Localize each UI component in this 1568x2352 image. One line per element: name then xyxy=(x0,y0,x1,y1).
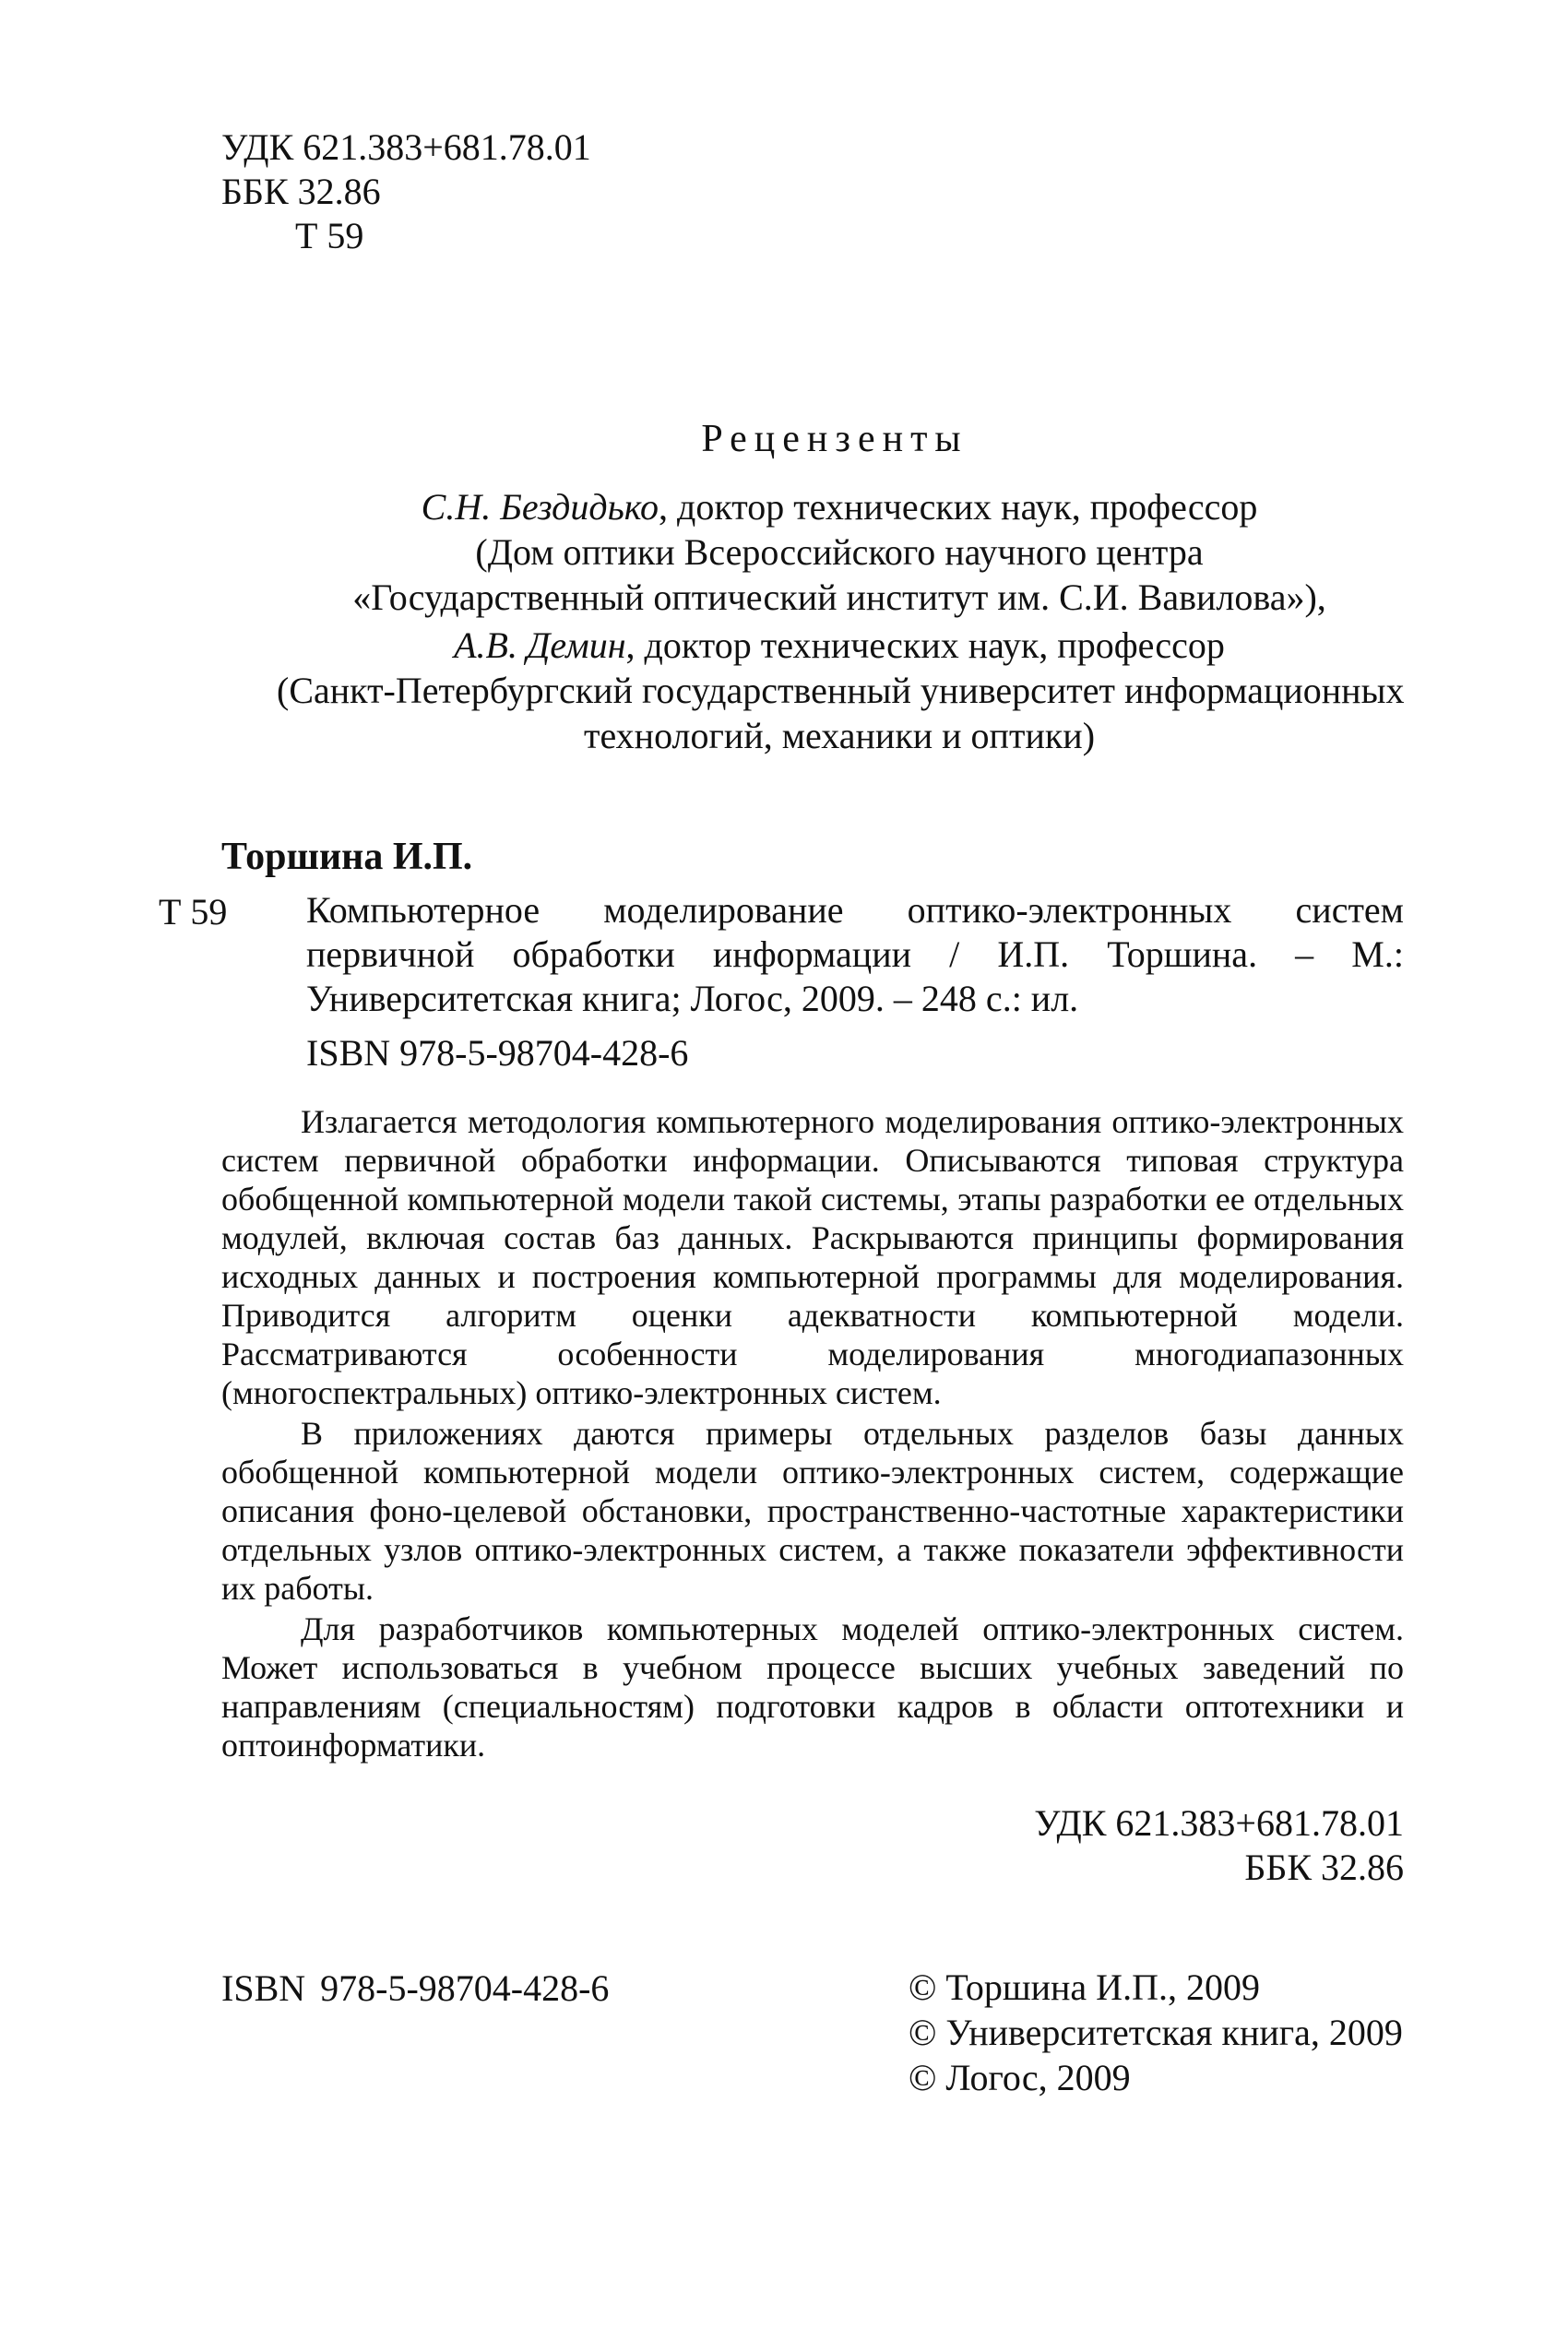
bottom-classification xyxy=(922,1801,1404,1890)
annotation-paragraph: Излагается методология компьютерного моделирования оптико-электронных систем первичной обработки информации. Описываются типовая структура обобщенной компьютерной модели такой системы, этапы разработки ее отдельных модулей, включая состав баз данных. Раскрываются принципы формирования исходных данных и построения компьютерной программы для моделирования. Приводится алгоритм оценки адекватности компьютерной модели. Рассматриваются особенности моделирования многодиапазонных (многоспектральных) оптико-электронных систем. xyxy=(221,1103,1404,1411)
bibliographic-description: Компьютерное моделирование оптико-электронных систем первичной обработки информации / И.П. Торшина. – М.: Университетская книга; Логос, 2009. – 248 с.: ил. xyxy=(306,889,1404,1019)
reviewer-affiliation: технологий, механики и оптики) xyxy=(583,715,1096,756)
author-mark: Т 59 xyxy=(295,215,364,256)
reviewer-title: , доктор технических наук, профессор xyxy=(658,486,1258,528)
reviewer-affiliation: (Санкт-Петербургский государственный университет информационных xyxy=(277,670,1405,711)
copyright-line: © Университетская книга, 2009 xyxy=(909,2012,1403,2053)
reviewer-entry xyxy=(221,623,1405,758)
reviewers-heading: Рецензенты xyxy=(701,418,968,460)
index-code: Т 59 xyxy=(159,891,228,932)
author-name: Торшина И.П. xyxy=(221,836,473,878)
reviewer-title: , доктор технических наук, профессор xyxy=(625,624,1225,666)
reviewer-line xyxy=(277,484,1402,529)
udk-code: УДК 621.383+681.78.01 xyxy=(221,126,591,168)
reviewer-name: С.Н. Бездидько xyxy=(421,486,659,528)
reviewer-affiliation: «Государственный оптический институт им. С.И. Вавилова»), xyxy=(352,576,1326,618)
reviewer-line xyxy=(277,623,1402,668)
annotation xyxy=(221,1102,1404,1766)
copyright-line: © Логос, 2009 xyxy=(909,2057,1131,2098)
annotation-paragraph: Для разработчиков компьютерных моделей оптико-электронных систем. Может использоваться в учебном процессе высших учебных заведений по направлениям (специальностям) подготовки кадров в области оптотехники и оптоинформатики. xyxy=(221,1610,1404,1764)
annotation-paragraph: В приложениях даются примеры отдельных разделов базы данных обобщенной компьютерной модели оптико-электронных систем, содержащие описания фоно-целевой обстановки, пространственно-частотные характеристики отдельных узлов оптико-электронных систем, а также показатели эффективности их работы. xyxy=(221,1415,1404,1607)
top-classification xyxy=(221,125,591,258)
bbk-code: ББК 32.86 xyxy=(1244,1847,1404,1888)
copyright-line: © Торшина И.П., 2009 xyxy=(909,1966,1260,2008)
isbn: ISBN 978-5-98704-428-6 xyxy=(306,1032,689,1074)
reviewer-affiliation: (Дом оптики Всероссийского научного центра xyxy=(475,531,1204,573)
reviewer-entry xyxy=(221,484,1402,620)
isbn-footer: ISBN 978-5-98704-428-6 xyxy=(221,1967,610,2009)
copyright-block xyxy=(909,1965,1403,2100)
udk-code: УДК 621.383+681.78.01 xyxy=(1034,1802,1404,1844)
reviewer-name: А.В. Демин xyxy=(454,624,626,666)
bbk-code: ББК 32.86 xyxy=(221,171,381,212)
